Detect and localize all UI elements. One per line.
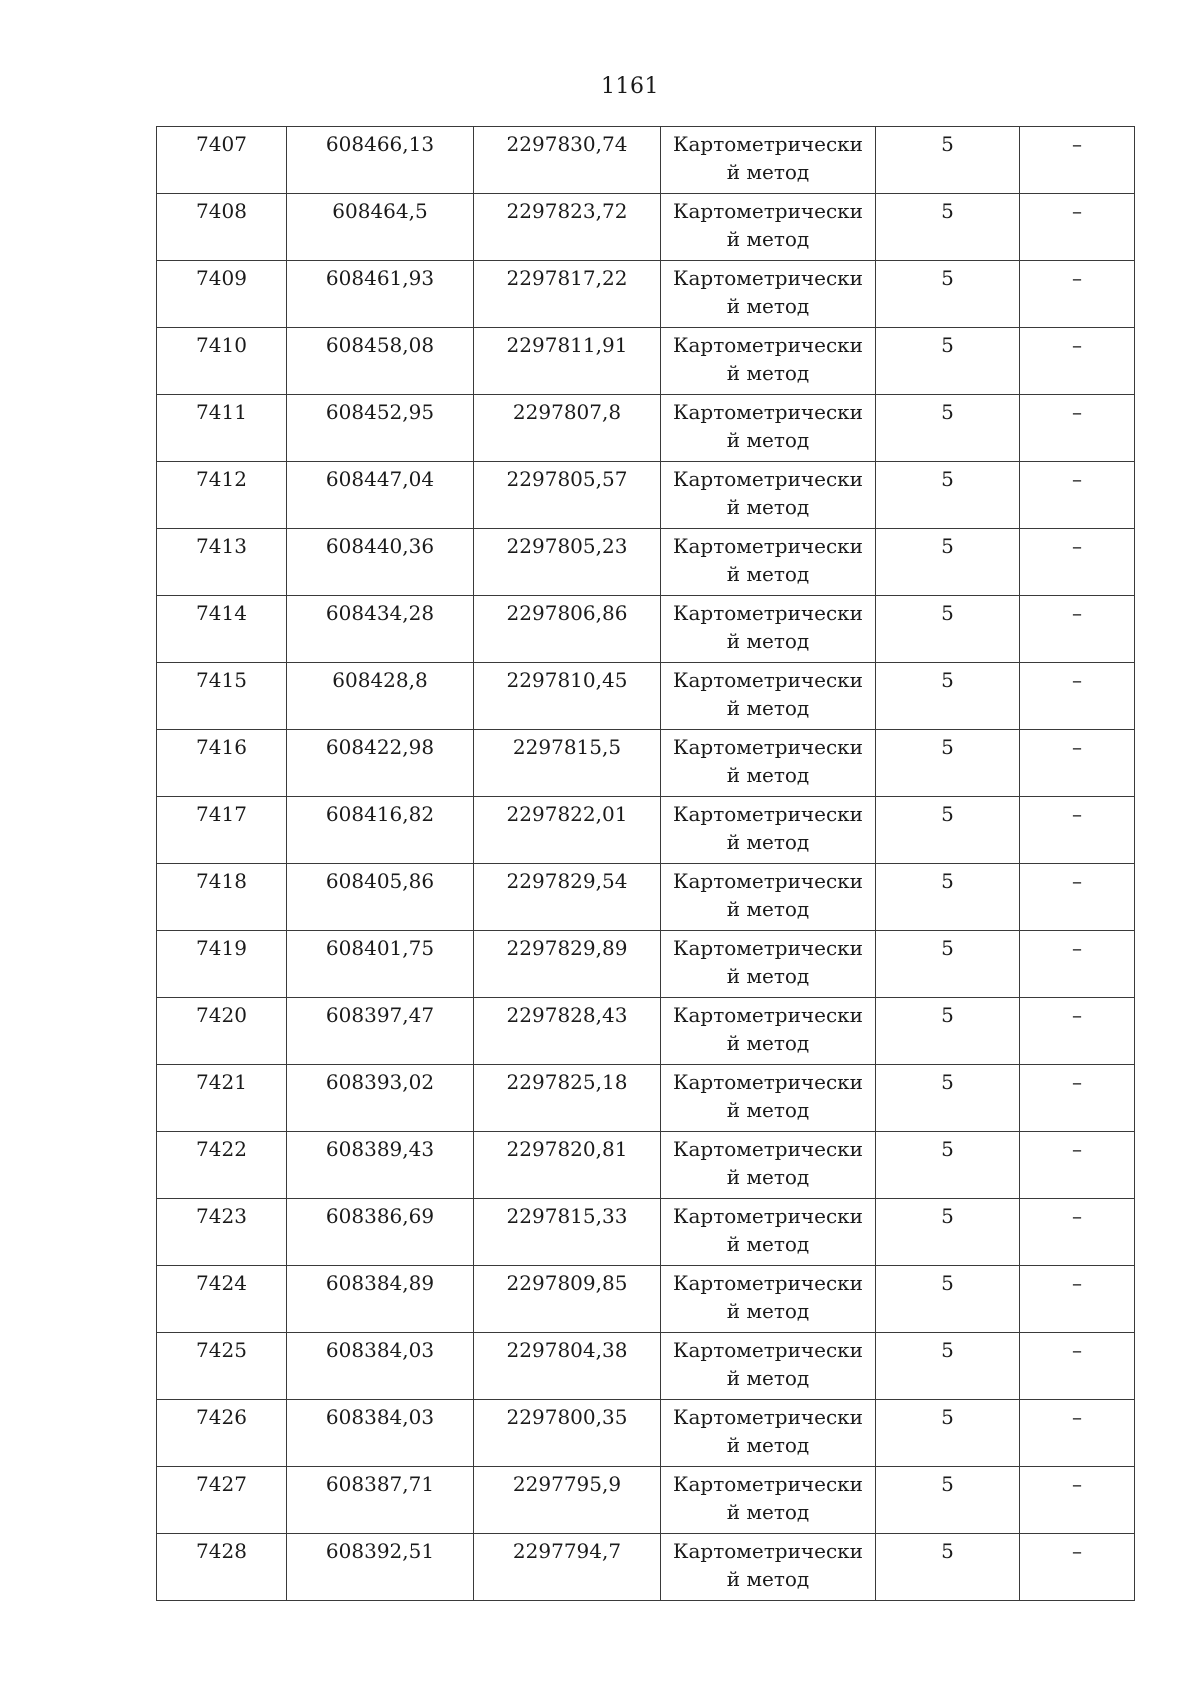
method-line-1: Картометрически — [673, 869, 863, 893]
table-row — [157, 529, 1135, 596]
accuracy-cell: 5 — [876, 797, 1020, 864]
note-cell: – — [1020, 328, 1135, 395]
method-cell — [661, 194, 876, 261]
note-cell: – — [1020, 998, 1135, 1065]
accuracy-cell: 5 — [876, 1266, 1020, 1333]
method-line-2: й метод — [726, 629, 810, 653]
point-number-cell: 7419 — [157, 931, 287, 998]
point-number-cell: 7421 — [157, 1065, 287, 1132]
method-cell — [661, 797, 876, 864]
method-cell — [661, 1333, 876, 1400]
y-coordinate-cell: 2297815,33 — [474, 1199, 661, 1266]
point-number-cell: 7415 — [157, 663, 287, 730]
page-number: 1161 — [601, 74, 659, 99]
point-number-cell: 7427 — [157, 1467, 287, 1534]
accuracy-cell: 5 — [876, 931, 1020, 998]
x-coordinate-cell: 608458,08 — [287, 328, 474, 395]
method-cell — [661, 462, 876, 529]
method-line-2: й метод — [726, 160, 810, 184]
method-line-2: й метод — [726, 1500, 810, 1524]
note-cell: – — [1020, 596, 1135, 663]
y-coordinate-cell: 2297828,43 — [474, 998, 661, 1065]
x-coordinate-cell: 608384,03 — [287, 1400, 474, 1467]
y-coordinate-cell: 2297804,38 — [474, 1333, 661, 1400]
y-coordinate-cell: 2297794,7 — [474, 1534, 661, 1601]
method-cell — [661, 931, 876, 998]
table-row — [157, 328, 1135, 395]
method-line-1: Картометрически — [673, 1003, 863, 1027]
x-coordinate-cell: 608393,02 — [287, 1065, 474, 1132]
point-number-cell: 7408 — [157, 194, 287, 261]
method-line-1: Картометрически — [673, 668, 863, 692]
point-number-cell: 7426 — [157, 1400, 287, 1467]
point-number-cell: 7411 — [157, 395, 287, 462]
note-cell: – — [1020, 1266, 1135, 1333]
y-coordinate-cell: 2297822,01 — [474, 797, 661, 864]
method-line-2: й метод — [726, 1031, 810, 1055]
coordinates-table — [156, 126, 1135, 1601]
method-line-1: Картометрически — [673, 1405, 863, 1429]
y-coordinate-cell: 2297830,74 — [474, 127, 661, 194]
method-cell — [661, 1400, 876, 1467]
method-line-1: Картометрически — [673, 534, 863, 558]
point-number-cell: 7416 — [157, 730, 287, 797]
method-cell — [661, 596, 876, 663]
table-row — [157, 998, 1135, 1065]
method-line-2: й метод — [726, 361, 810, 385]
note-cell: – — [1020, 529, 1135, 596]
method-line-2: й метод — [726, 1165, 810, 1189]
x-coordinate-cell: 608422,98 — [287, 730, 474, 797]
x-coordinate-cell: 608428,8 — [287, 663, 474, 730]
method-line-1: Картометрически — [673, 1338, 863, 1362]
method-line-2: й метод — [726, 964, 810, 988]
table-row — [157, 864, 1135, 931]
method-line-1: Картометрически — [673, 1539, 863, 1563]
x-coordinate-cell: 608401,75 — [287, 931, 474, 998]
y-coordinate-cell: 2297820,81 — [474, 1132, 661, 1199]
x-coordinate-cell: 608466,13 — [287, 127, 474, 194]
note-cell: – — [1020, 931, 1135, 998]
accuracy-cell: 5 — [876, 1400, 1020, 1467]
note-cell: – — [1020, 1065, 1135, 1132]
method-line-1: Картометрически — [673, 266, 863, 290]
table-row — [157, 1065, 1135, 1132]
accuracy-cell: 5 — [876, 998, 1020, 1065]
method-line-2: й метод — [726, 763, 810, 787]
accuracy-cell: 5 — [876, 529, 1020, 596]
accuracy-cell: 5 — [876, 328, 1020, 395]
y-coordinate-cell: 2297795,9 — [474, 1467, 661, 1534]
method-line-1: Картометрически — [673, 601, 863, 625]
method-cell — [661, 1199, 876, 1266]
method-line-1: Картометрически — [673, 1472, 863, 1496]
method-line-1: Картометрически — [673, 467, 863, 491]
x-coordinate-cell: 608447,04 — [287, 462, 474, 529]
note-cell: – — [1020, 1534, 1135, 1601]
method-line-2: й метод — [726, 1299, 810, 1323]
method-line-2: й метод — [726, 227, 810, 251]
y-coordinate-cell: 2297815,5 — [474, 730, 661, 797]
method-line-2: й метод — [726, 1098, 810, 1122]
accuracy-cell: 5 — [876, 462, 1020, 529]
point-number-cell: 7424 — [157, 1266, 287, 1333]
accuracy-cell: 5 — [876, 663, 1020, 730]
x-coordinate-cell: 608416,82 — [287, 797, 474, 864]
x-coordinate-cell: 608397,47 — [287, 998, 474, 1065]
x-coordinate-cell: 608461,93 — [287, 261, 474, 328]
method-cell — [661, 998, 876, 1065]
method-line-1: Картометрически — [673, 132, 863, 156]
point-number-cell: 7413 — [157, 529, 287, 596]
y-coordinate-cell: 2297807,8 — [474, 395, 661, 462]
accuracy-cell: 5 — [876, 1065, 1020, 1132]
accuracy-cell: 5 — [876, 596, 1020, 663]
method-line-2: й метод — [726, 1366, 810, 1390]
y-coordinate-cell: 2297823,72 — [474, 194, 661, 261]
table-row — [157, 1266, 1135, 1333]
method-line-2: й метод — [726, 696, 810, 720]
note-cell: – — [1020, 127, 1135, 194]
accuracy-cell: 5 — [876, 1132, 1020, 1199]
point-number-cell: 7423 — [157, 1199, 287, 1266]
accuracy-cell: 5 — [876, 127, 1020, 194]
note-cell: – — [1020, 1400, 1135, 1467]
y-coordinate-cell: 2297800,35 — [474, 1400, 661, 1467]
method-line-1: Картометрически — [673, 1271, 863, 1295]
note-cell: – — [1020, 462, 1135, 529]
note-cell: – — [1020, 1199, 1135, 1266]
table-row — [157, 1132, 1135, 1199]
accuracy-cell: 5 — [876, 1333, 1020, 1400]
table-row — [157, 1199, 1135, 1266]
method-cell — [661, 1065, 876, 1132]
method-cell — [661, 395, 876, 462]
method-line-2: й метод — [726, 830, 810, 854]
table-row — [157, 730, 1135, 797]
note-cell: – — [1020, 864, 1135, 931]
method-cell — [661, 730, 876, 797]
method-line-1: Картометрически — [673, 400, 863, 424]
coordinates-table-body — [157, 127, 1135, 1601]
accuracy-cell: 5 — [876, 395, 1020, 462]
method-line-2: й метод — [726, 1232, 810, 1256]
accuracy-cell: 5 — [876, 1467, 1020, 1534]
point-number-cell: 7417 — [157, 797, 287, 864]
note-cell: – — [1020, 1132, 1135, 1199]
x-coordinate-cell: 608440,36 — [287, 529, 474, 596]
y-coordinate-cell: 2297805,23 — [474, 529, 661, 596]
point-number-cell: 7410 — [157, 328, 287, 395]
point-number-cell: 7414 — [157, 596, 287, 663]
method-cell — [661, 864, 876, 931]
table-row — [157, 261, 1135, 328]
point-number-cell: 7420 — [157, 998, 287, 1065]
table-row — [157, 1467, 1135, 1534]
y-coordinate-cell: 2297805,57 — [474, 462, 661, 529]
method-line-2: й метод — [726, 294, 810, 318]
method-cell — [661, 1467, 876, 1534]
x-coordinate-cell: 608389,43 — [287, 1132, 474, 1199]
note-cell: – — [1020, 730, 1135, 797]
x-coordinate-cell: 608405,86 — [287, 864, 474, 931]
method-line-2: й метод — [726, 1567, 810, 1591]
method-line-2: й метод — [726, 562, 810, 586]
method-line-1: Картометрически — [673, 333, 863, 357]
method-line-1: Картометрически — [673, 735, 863, 759]
point-number-cell: 7412 — [157, 462, 287, 529]
table-row — [157, 194, 1135, 261]
note-cell: – — [1020, 1467, 1135, 1534]
method-line-2: й метод — [726, 1433, 810, 1457]
method-line-1: Картометрически — [673, 1204, 863, 1228]
x-coordinate-cell: 608464,5 — [287, 194, 474, 261]
note-cell: – — [1020, 261, 1135, 328]
table-row — [157, 462, 1135, 529]
y-coordinate-cell: 2297817,22 — [474, 261, 661, 328]
y-coordinate-cell: 2297829,89 — [474, 931, 661, 998]
note-cell: – — [1020, 1333, 1135, 1400]
method-line-2: й метод — [726, 897, 810, 921]
method-cell — [661, 1132, 876, 1199]
table-row — [157, 596, 1135, 663]
accuracy-cell: 5 — [876, 730, 1020, 797]
method-line-1: Картометрически — [673, 199, 863, 223]
note-cell: – — [1020, 663, 1135, 730]
point-number-cell: 7407 — [157, 127, 287, 194]
method-line-2: й метод — [726, 428, 810, 452]
accuracy-cell: 5 — [876, 194, 1020, 261]
table-row — [157, 1333, 1135, 1400]
point-number-cell: 7428 — [157, 1534, 287, 1601]
table-row — [157, 395, 1135, 462]
y-coordinate-cell: 2297806,86 — [474, 596, 661, 663]
x-coordinate-cell: 608452,95 — [287, 395, 474, 462]
method-line-1: Картометрически — [673, 936, 863, 960]
point-number-cell: 7425 — [157, 1333, 287, 1400]
x-coordinate-cell: 608434,28 — [287, 596, 474, 663]
table-row — [157, 127, 1135, 194]
accuracy-cell: 5 — [876, 261, 1020, 328]
y-coordinate-cell: 2297810,45 — [474, 663, 661, 730]
note-cell: – — [1020, 194, 1135, 261]
table-row — [157, 663, 1135, 730]
table-row — [157, 1400, 1135, 1467]
accuracy-cell: 5 — [876, 864, 1020, 931]
note-cell: – — [1020, 395, 1135, 462]
method-line-1: Картометрически — [673, 802, 863, 826]
method-cell — [661, 328, 876, 395]
method-cell — [661, 127, 876, 194]
point-number-cell: 7418 — [157, 864, 287, 931]
method-line-1: Картометрически — [673, 1137, 863, 1161]
y-coordinate-cell: 2297811,91 — [474, 328, 661, 395]
accuracy-cell: 5 — [876, 1199, 1020, 1266]
x-coordinate-cell: 608384,03 — [287, 1333, 474, 1400]
x-coordinate-cell: 608386,69 — [287, 1199, 474, 1266]
y-coordinate-cell: 2297825,18 — [474, 1065, 661, 1132]
method-cell — [661, 1266, 876, 1333]
method-cell — [661, 663, 876, 730]
point-number-cell: 7409 — [157, 261, 287, 328]
method-cell — [661, 261, 876, 328]
x-coordinate-cell: 608392,51 — [287, 1534, 474, 1601]
point-number-cell: 7422 — [157, 1132, 287, 1199]
accuracy-cell: 5 — [876, 1534, 1020, 1601]
table-row — [157, 931, 1135, 998]
method-cell — [661, 529, 876, 596]
note-cell: – — [1020, 797, 1135, 864]
method-cell — [661, 1534, 876, 1601]
method-line-2: й метод — [726, 495, 810, 519]
x-coordinate-cell: 608384,89 — [287, 1266, 474, 1333]
method-line-1: Картометрически — [673, 1070, 863, 1094]
y-coordinate-cell: 2297809,85 — [474, 1266, 661, 1333]
table-row — [157, 797, 1135, 864]
table-row — [157, 1534, 1135, 1601]
y-coordinate-cell: 2297829,54 — [474, 864, 661, 931]
x-coordinate-cell: 608387,71 — [287, 1467, 474, 1534]
